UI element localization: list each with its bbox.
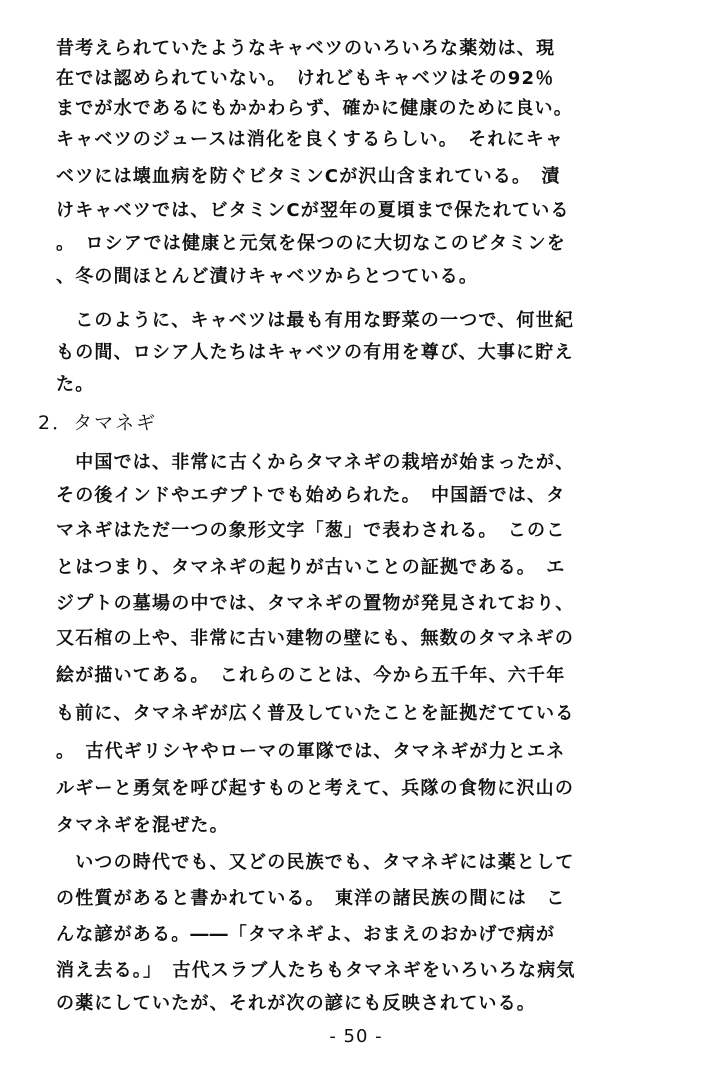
text-line: とはつまり、タマネギの起りが古いことの証拠である。 エ	[56, 557, 566, 578]
text-line: ルギーと勇気を呼び起すものと考えて、兵隊の食物に沢山の	[56, 778, 575, 799]
text-line: 、冬の間ほとんど漬けキャベツからとつている。	[56, 266, 479, 287]
text-line: 昔考えられていたようなキャベツのいろいろな薬効は、現	[56, 38, 556, 59]
text-line: このように、キャベツは最も有用な野菜の一つで、何世紀	[56, 310, 575, 331]
text-line: の性質があると書かれている。 東洋の諸民族の間には こ	[56, 888, 566, 909]
text-line: 。 ロシアでは健康と元気を保つのに大切なこのビタミンを	[56, 233, 566, 254]
text-line: ジプトの墓場の中では、タマネギの置物が発見されており、	[56, 593, 575, 614]
text-line: 中国では、非常に古くからタマネギの栽培が始まったが、	[56, 452, 575, 473]
text-line: ベツには壊血病を防ぐビタミンCが沢山含まれている。 漬	[56, 166, 561, 187]
section-heading: 2．タマネギ	[38, 412, 158, 434]
text-line: その後インドやエヂプトでも始められた。 中国語では、タ	[56, 485, 566, 506]
text-line: 在では認められていない。 けれどもキャベツはその92％	[56, 68, 555, 89]
text-line: マネギはただ一つの象形文字「葱」で表わされる。 このこ	[56, 520, 566, 541]
text-line: いつの時代でも、又どの民族でも、タマネギには薬として	[56, 852, 575, 873]
text-line: キャベツのジュースは消化を良くするらしい。 それにキャ	[56, 129, 565, 150]
text-line: 又石棺の上や、非常に古い建物の壁にも、無数のタマネギの	[56, 628, 575, 649]
text-line: た。	[56, 374, 95, 395]
text-line: タマネギを混ぜた。	[56, 815, 229, 836]
text-line: までが水であるにもかかわらず、確かに健康のために良い。	[56, 98, 573, 119]
text-line: 。 古代ギリシヤやローマの軍隊では、タマネギが力とエネ	[56, 741, 566, 762]
text-line: 絵が描いてある。 これらのことは、今から五千年、六千年	[56, 665, 566, 686]
text-line: けキャベツでは、ビタミンCが翌年の夏頃まで保たれている	[56, 200, 570, 221]
text-line: 消え去る。」 古代スラブ人たちもタマネギをいろいろな病気	[56, 960, 576, 981]
text-line: んな諺がある。――「タマネギよ、おまえのおかげで病が	[56, 924, 556, 945]
page-number: - 50 -	[329, 1026, 383, 1047]
text-line: の薬にしていたが、それが次の諺にも反映されている。	[56, 993, 536, 1014]
text-line: も前に、タマネギが広く普及していたことを証拠だてている	[56, 703, 575, 724]
text-line: もの間、ロシア人たちはキャベツの有用を尊び、大事に貯え	[56, 342, 574, 363]
